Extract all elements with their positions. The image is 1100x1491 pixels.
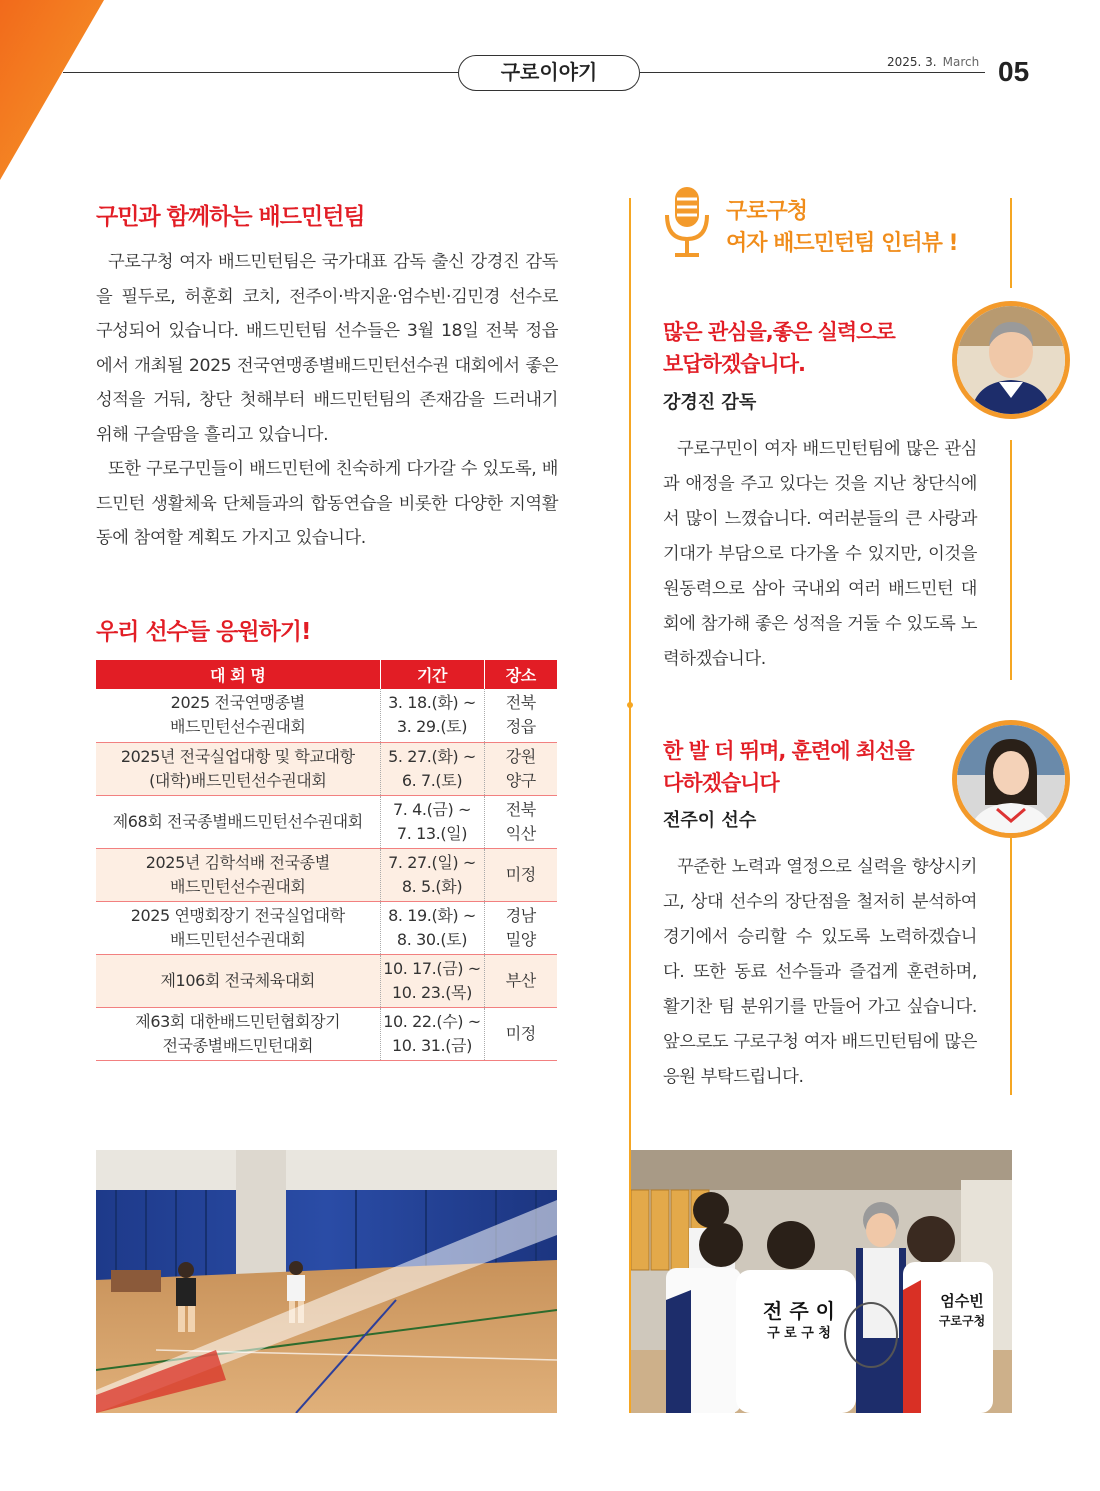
team-paragraph-1: 구로구청 여자 배드민턴팀은 국가대표 감독 출신 강경진 감독을 필두로, 허훈회 코치, 전주이·박지윤·엄수빈·김민경 선수로 구성되어 있습니다. 배드민턴팀 선수들은 3월 18일 전북 정읍에서 개최될 2025 전국연맹종별배드민턴선수권 대회에서 좋은 성적을 거둬, 창단 첫해부터 배드민턴팀의 존재감을 드러내기 위해 구슬땀을 흘리고 있습니다. bbox=[96, 252, 558, 445]
jersey-name-text: 전 주 이 bbox=[763, 1299, 835, 1323]
gym-practice-photo bbox=[96, 1150, 557, 1413]
cell-period: 7. 4.(금) ~ 7. 13.(일) bbox=[380, 795, 484, 848]
column-header-place: 장소 bbox=[484, 660, 557, 689]
coach-name: 강경진 감독 bbox=[663, 392, 757, 413]
jersey-team-text: 구 로 구 청 bbox=[767, 1326, 831, 1341]
competition-schedule-table bbox=[96, 660, 557, 1061]
cell-period: 7. 27.(일) ~ 8. 5.(화) bbox=[380, 848, 484, 901]
cell-place: 전북 정읍 bbox=[484, 689, 557, 742]
cell-place: 미정 bbox=[484, 1007, 557, 1060]
jersey-team-text-2: 구로구청 bbox=[938, 1314, 986, 1328]
cell-competition-name: 2025 전국연맹종별 배드민턴선수권대회 bbox=[96, 689, 380, 742]
column-header-period: 기간 bbox=[380, 660, 484, 689]
right-column-rule-right-3 bbox=[1010, 830, 1012, 1095]
coach-avatar bbox=[952, 301, 1070, 419]
coach-interview-text: 구로구민이 여자 배드민턴팀에 많은 관심과 애정을 주고 있다는 것을 지난 창단식에서 많이 느꼈습니다. 여러분들의 큰 사랑과 기대가 부담으로 다가올 수 있지만, 이것을 원동력으로 삼아 국내외 여러 배드민턴 대회에 참가해 좋은 성적을 거둘 수 있도록 노력하겠습니다. bbox=[663, 439, 977, 669]
player-name: 전주이 선수 bbox=[663, 810, 757, 831]
cell-period: 3. 18.(화) ~ 3. 29.(토) bbox=[380, 689, 484, 742]
player-avatar bbox=[952, 720, 1070, 838]
cell-competition-name: 제106회 전국체육대회 bbox=[96, 954, 380, 1007]
header-rule-right bbox=[640, 72, 985, 73]
team-huddle-photo bbox=[631, 1150, 1012, 1413]
cell-competition-name: 2025년 전국실업대항 및 학교대항 (대학)배드민턴선수권대회 bbox=[96, 742, 380, 795]
page-number: 05 bbox=[998, 56, 1030, 87]
team-heading: 구민과 함께하는 배드민턴팀 bbox=[96, 204, 365, 230]
cell-period: 8. 19.(화) ~ 8. 30.(토) bbox=[380, 901, 484, 954]
cell-competition-name: 2025 연맹회장기 전국실업대학 배드민턴선수권대회 bbox=[96, 901, 380, 954]
cell-period: 10. 22.(수) ~ 10. 31.(금) bbox=[380, 1007, 484, 1060]
cell-place: 전북 익산 bbox=[484, 795, 557, 848]
coach-quote-heading: 많은 관심을,좋은 실력으로 보답하겠습니다. bbox=[663, 320, 895, 376]
cell-competition-name: 제63회 대한배드민턴협회장기 전국종별배드민턴대회 bbox=[96, 1007, 380, 1060]
table-row bbox=[96, 954, 557, 1007]
interview-title: 구로구청 여자 배드민턴팀 인터뷰 ! bbox=[726, 199, 958, 256]
table-header-row bbox=[96, 660, 557, 689]
cell-period: 10. 17.(금) ~ 10. 23.(목) bbox=[380, 954, 484, 1007]
cell-period: 5. 27.(화) ~ 6. 7.(토) bbox=[380, 742, 484, 795]
team-intro bbox=[96, 245, 558, 556]
table-row bbox=[96, 848, 557, 901]
jersey-name-text-2: 엄수빈 bbox=[940, 1292, 984, 1310]
table-row bbox=[96, 795, 557, 848]
cell-place: 부산 bbox=[484, 954, 557, 1007]
cell-competition-name: 제68회 전국종별배드민턴선수권대회 bbox=[96, 795, 380, 848]
issue-date: 2025. 3. March bbox=[887, 55, 980, 69]
divider-dot bbox=[627, 702, 633, 708]
cell-place: 미정 bbox=[484, 848, 557, 901]
cell-place: 경남 밀양 bbox=[484, 901, 557, 954]
section-label: 구로이야기 bbox=[458, 55, 640, 91]
player-interview-text: 꾸준한 노력과 열정으로 실력을 향상시키고, 상대 선수의 장단점을 철저히 분석하여 경기에서 승리할 수 있도록 노력하겠습니다. 또한 동료 선수들과 즐겁게 훈련하며, 활기찬 팀 분위기를 만들어 가고 싶습니다. 앞으로도 구로구청 여자 배드민턴팀에 많은 응원 부탁드립니다. bbox=[663, 857, 977, 1087]
table-row bbox=[96, 1007, 557, 1060]
column-header-name: 대 회 명 bbox=[96, 660, 380, 689]
microphone-icon bbox=[663, 185, 711, 259]
team-paragraph-2: 또한 구로구민들이 배드민턴에 친숙하게 다가갈 수 있도록, 배드민턴 생활체육 단체들과의 합동연습을 비롯한 다양한 지역활동에 참여할 계획도 가지고 있습니다. bbox=[96, 459, 558, 548]
header-rule-left bbox=[63, 72, 459, 73]
cell-place: 강원 양구 bbox=[484, 742, 557, 795]
cell-competition-name: 2025년 김학석배 전국종별 배드민턴선수권대회 bbox=[96, 848, 380, 901]
schedule-heading: 우리 선수들 응원하기! bbox=[96, 619, 311, 645]
table-row bbox=[96, 742, 557, 795]
table-row bbox=[96, 901, 557, 954]
orange-corner-decoration bbox=[0, 0, 110, 180]
right-column-rule-right-2 bbox=[1010, 440, 1012, 680]
right-column-rule-right bbox=[1010, 198, 1012, 288]
player-quote-heading: 한 발 더 뛰며, 훈련에 최선을 다하겠습니다 bbox=[663, 739, 914, 795]
table-row bbox=[96, 689, 557, 742]
